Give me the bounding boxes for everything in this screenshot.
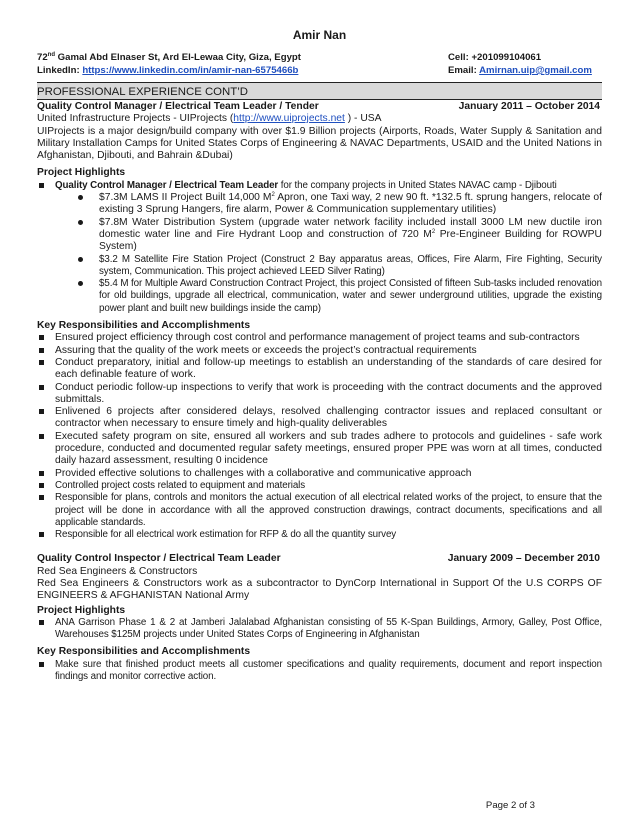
responsibility-text: Provided effective solutions to challenges with a collaborative and communicative approach: [55, 467, 472, 479]
responsibility-text: Executed safety program on site, ensured all workers and sub trades adhere to protocols and guidelines - safe work procedure, conducted and documented regular safety meetings, ensured proper PPE was worn at all times, conducted daily hazard assessment, resulting 0 incidence: [55, 430, 602, 467]
square-bullet-icon: [39, 471, 44, 476]
responsibility-text: Make sure that finished product meets all customer specifications and quality requirements, document and report inspection findings and monitor corrective action.: [55, 658, 602, 683]
job1-highlights-list: [37, 180, 602, 192]
page-number: Page 2 of 3: [485, 800, 535, 811]
responsibility-text: Controlled project costs related to equipment and materials: [55, 479, 306, 491]
address-ordinal: nd: [47, 52, 56, 58]
job2-header: [37, 553, 602, 565]
responsibility-text: Conduct preparatory, initial and follow-up meetings to establish an understanding of the standards of care desired for each definable feature of work.: [55, 356, 602, 381]
job2-highlights-heading: Project Highlights: [37, 604, 126, 616]
round-bullet-icon: [78, 281, 83, 286]
list-item: [37, 480, 602, 492]
job2-highlights-list: [37, 617, 602, 642]
responsibility-text: Enlivened 6 projects after considered delays, resolved challenging contractor issues and replaced consultant or contractor when necessary to ensure timely and high-quality deliverables: [55, 406, 602, 430]
header-row-1: [37, 51, 602, 64]
project-text: $7.3M LAMS II Project Built 14,000 M: [99, 192, 272, 204]
project-text: $5.4 M for Multiple Award Construction Contract Project, this project Consisted of fifteen Sub-tasks included renovation for old buildings, upgrade all electrical, communication, water and sewer underground utilities, upgrade the existing power plant and built new buildings inside the camp): [99, 278, 602, 314]
square-bullet-icon: [39, 483, 44, 488]
address: [37, 51, 301, 64]
responsibility-text: Ensured project efficiency through cost control and performance management of project teams and sub-contractors: [55, 332, 580, 344]
email-label: Email:: [448, 65, 480, 76]
job1-description: UIProjects is a major design/build company with over $1.9 Billion projects (Airports, Roads, Water Supply & Sanitation and Military Installation Camps for United States Corps of Engineering & NAVAC Departments, USAID and the United Nations in Afghanistan, Djibouti, and Bahrain &Dubai): [37, 125, 602, 162]
highlight-text: for the company projects in United States NAVAC camp - Djibouti: [278, 179, 557, 191]
job2-responsibilities-heading: Key Responsibilities and Accomplishments: [37, 646, 251, 658]
responsibility-text: Conduct periodic follow-up inspections to verify that work is proceeding with the contract documents and the approved submittals.: [55, 381, 602, 405]
list-item: [37, 180, 602, 192]
job1-company-country: ) - USA: [344, 113, 382, 125]
round-bullet-icon: [78, 220, 83, 225]
square-bullet-icon: [39, 532, 44, 537]
square-bullet-icon: [39, 348, 44, 353]
list-item: [37, 332, 602, 344]
list-item: [37, 617, 602, 642]
square-bullet-icon: [39, 434, 44, 439]
square-bullet-icon: [39, 495, 44, 500]
header-row-2: [37, 64, 602, 77]
project-superscript: 2: [271, 192, 275, 199]
job1-company-link[interactable]: http://www.uiprojects.net: [233, 113, 345, 125]
list-item: [37, 431, 602, 468]
highlight-role: Quality Control Manager / Electrical Team Leader: [55, 179, 279, 191]
square-bullet-icon: [39, 662, 44, 667]
square-bullet-icon: [39, 385, 44, 390]
list-item: [37, 492, 602, 529]
job2-company: Red Sea Engineers & Constructors: [37, 565, 198, 577]
candidate-name: Amir Nan: [292, 28, 347, 42]
job1-title: Quality Control Manager / Electrical Team Leader / Tender: [37, 101, 319, 112]
list-item: [37, 382, 602, 407]
job1-company-name: United Infrastructure Projects - UIProjects (: [37, 113, 234, 125]
job1-projects-list: [99, 192, 602, 315]
project-superscript: 2: [431, 228, 436, 235]
list-item: [37, 406, 602, 431]
square-bullet-icon: [39, 409, 44, 414]
square-bullet-icon: [39, 360, 44, 365]
job1-responsibilities-heading: Key Responsibilities and Accomplishments: [37, 320, 251, 332]
list-item: [37, 468, 602, 480]
linkedin: [37, 64, 298, 77]
cell-phone: Cell: +201099104061: [448, 52, 542, 63]
round-bullet-icon: [78, 195, 83, 200]
list-item: [37, 659, 602, 684]
responsibility-text: Responsible for all electrical work estimation for RFP & do all the quantity survey: [55, 529, 397, 541]
square-bullet-icon: [39, 183, 44, 188]
round-bullet-icon: [78, 257, 83, 262]
list-item: [99, 192, 602, 217]
job1-header: [37, 101, 602, 113]
project-text: $3.2 M Satellite Fire Station Project (Construct 2 Bay apparatus areas, Offices, Fire Alarm, Fire Fighting, Security system, Communication. This project achieved LEED Silver Rating): [99, 253, 602, 277]
responsibility-text: Responsible for plans, controls and monitors the actual execution of all electrical related works of the project, to ensure that the project will be done in accordance with all the approved construction drawings, contract documents, specifications and all applicable standards.: [55, 492, 602, 528]
project-text: $7.8M Water Distribution System (upgrade water network facility included install 3000 LM new ductile iron domestic water line and Fire Hydrant Loop and construction of 720 M: [99, 216, 602, 240]
list-item: [99, 278, 602, 315]
list-item: [37, 529, 602, 541]
section-title: PROFESSIONAL EXPERIENCE CONT’D: [37, 82, 602, 100]
list-item: [37, 345, 602, 357]
list-item: [99, 217, 602, 254]
linkedin-label: LinkedIn:: [37, 65, 83, 76]
job2-responsibilities-list: [37, 659, 602, 684]
square-bullet-icon: [39, 620, 44, 625]
job1-company: [37, 113, 602, 125]
resume-page: [37, 28, 602, 683]
project-text-cont: Pre-Engineer Building for ROWPU System): [99, 228, 602, 253]
job2-dates: January 2009 – December 2010: [447, 553, 600, 565]
job2-description: Red Sea Engineers & Constructors work as a subcontractor to DynCorp International in Support Of the U.S CORPS OF ENGINEERS & AFGHANISTAN National Army: [37, 577, 602, 602]
address-text: Gamal Abd Elnaser St, Ard El-Lewaa City, Giza, Egypt: [55, 52, 301, 63]
email: [448, 64, 602, 77]
address-number: 72: [37, 52, 48, 63]
job1-responsibilities-list: [37, 332, 602, 541]
job1-highlights-heading: Project Highlights: [37, 167, 126, 179]
list-item: [99, 254, 602, 279]
highlight-text: ANA Garrison Phase 1 & 2 at Jamberi Jalalabad Afghanistan consisting of 55 K-Span Buildings, Armory, Galley, Post Office, Warehouses $125M projects under United States Corps of Engineering in Afghanistan: [55, 616, 602, 641]
job2-title: Quality Control Inspector / Electrical Team Leader: [37, 553, 281, 565]
project-text-cont: Apron, one Taxi way, 2 new 90 ft. *132.5 ft. sprung hangers, relocate of existing 3 Sprung Hangers, fire alarm, Power & Communication supplementary utilities): [99, 192, 602, 216]
responsibility-text: Assuring that the quality of the work meets or exceeds the project’s contractual requirements: [55, 344, 477, 356]
linkedin-link[interactable]: https://www.linkedin.com/in/amir-nan-6575466b: [82, 65, 299, 76]
job1-dates: January 2011 – October 2014: [458, 101, 600, 112]
email-link[interactable]: Amirnan.uip@gmail.com: [479, 65, 592, 76]
list-item: [37, 357, 602, 382]
square-bullet-icon: [39, 335, 44, 340]
